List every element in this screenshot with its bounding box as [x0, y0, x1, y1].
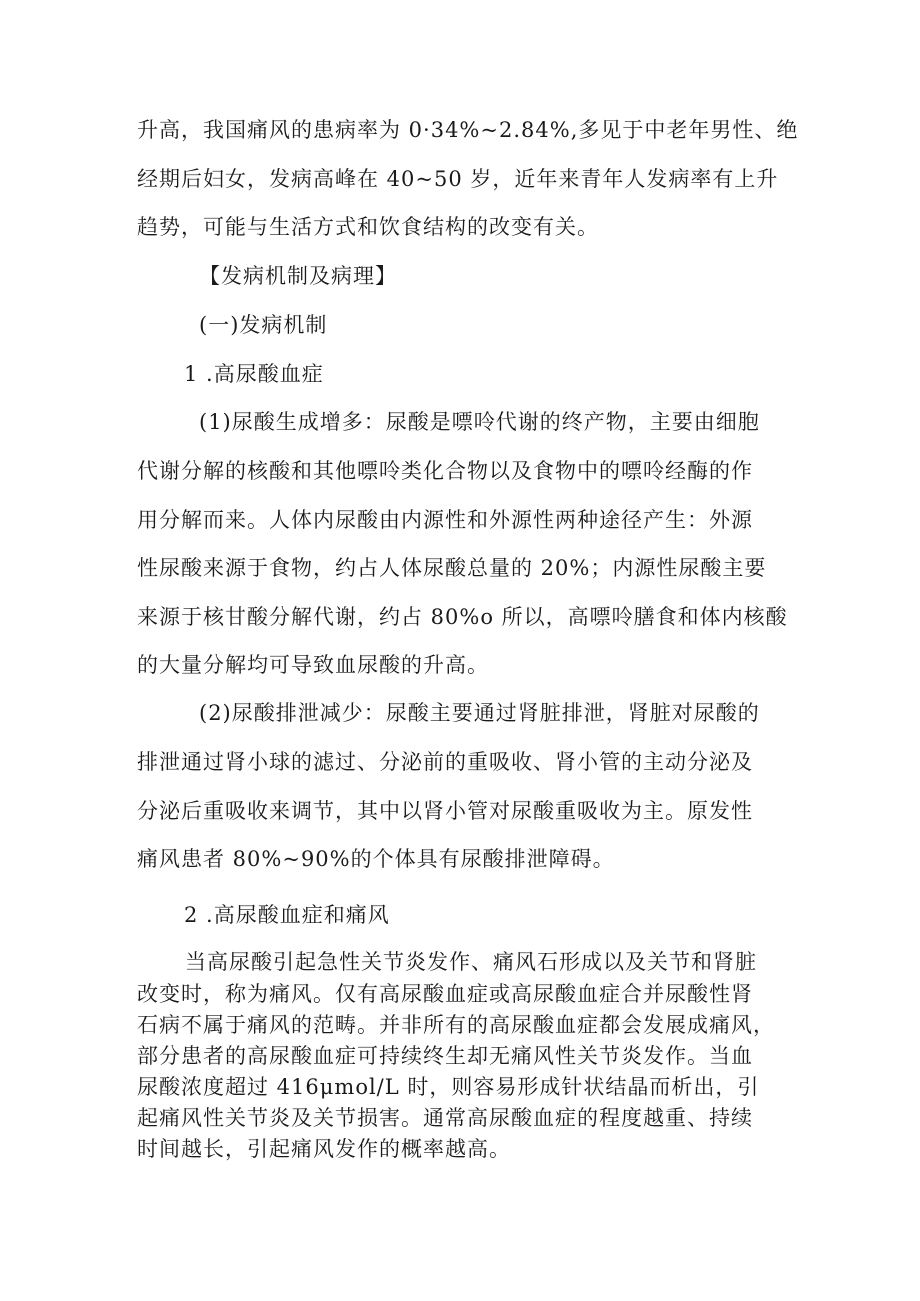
- paragraph-line: 当高尿酸引起急性关节炎发作、痛风石形成以及关节和肾脏: [185, 950, 757, 974]
- section-heading: 【发病机制及病理】: [199, 264, 397, 288]
- paragraph-line: 时间越长，引起痛风发作的概率越高。: [137, 1137, 511, 1161]
- paragraph-line: 性尿酸来源于食物，约占人体尿酸总量的 20%；内源性尿酸主要: [137, 556, 767, 580]
- paragraph-line: 起痛风性关节炎及关节损害。通常高尿酸血症的程度越重、持续: [137, 1106, 753, 1130]
- paragraph-line: 排泄通过肾小球的滤过、分泌前的重吸收、肾小管的主动分泌及: [137, 750, 753, 774]
- paragraph-line: 经期后妇女，发病高峰在 40~50 岁，近年来青年人发病率有上升: [137, 167, 779, 191]
- paragraph-line: (2)尿酸排泄减少：尿酸主要通过肾脏排泄，肾脏对尿酸的: [199, 701, 760, 725]
- item-heading: 2 .高尿酸血症和痛风: [184, 903, 390, 927]
- paragraph-line: 部分患者的高尿酸血症可持续终生却无痛风性关节炎发作。当血: [137, 1044, 753, 1068]
- paragraph-line: 石病不属于痛风的范畴。并非所有的高尿酸血症都会发展成痛风，: [137, 1013, 775, 1037]
- paragraph-line: 痛风患者 80%~90%的个体具有尿酸排泄障碍。: [137, 847, 615, 871]
- paragraph-line: 的大量分解均可导致血尿酸的升高。: [137, 653, 489, 677]
- paragraph-line: 用分解而来。人体内尿酸由内源性和外源性两种途径产生：外源: [137, 508, 753, 532]
- paragraph-line: 分泌后重吸收来调节，其中以肾小管对尿酸重吸收为主。原发性: [137, 799, 753, 823]
- paragraph-line: 代谢分解的核酸和其他嘌呤类化合物以及食物中的嘌呤经酶的作: [137, 459, 753, 483]
- paragraph-line: 改变时，称为痛风。仅有高尿酸血症或高尿酸血症合并尿酸性肾: [137, 982, 753, 1006]
- paragraph-line: 趋势，可能与生活方式和饮食结构的改变有关。: [137, 215, 599, 239]
- subsection-heading: (一)发病机制: [199, 313, 328, 337]
- paragraph-line: 升高，我国痛风的患病率为 0·34%~2.84%,多见于中老年男性、绝: [137, 118, 799, 142]
- paragraph-line: 来源于核甘酸分解代谢，约占 80%o 所以，高嘌呤膳食和体内核酸: [137, 605, 788, 629]
- item-heading: 1 .高尿酸血症: [184, 362, 324, 386]
- paragraph-line: 尿酸浓度超过 416μmol/L 时，则容易形成针状结晶而析出，引: [137, 1075, 760, 1099]
- paragraph-line: (1)尿酸生成增多：尿酸是嘌呤代谢的终产物，主要由细胞: [199, 410, 760, 434]
